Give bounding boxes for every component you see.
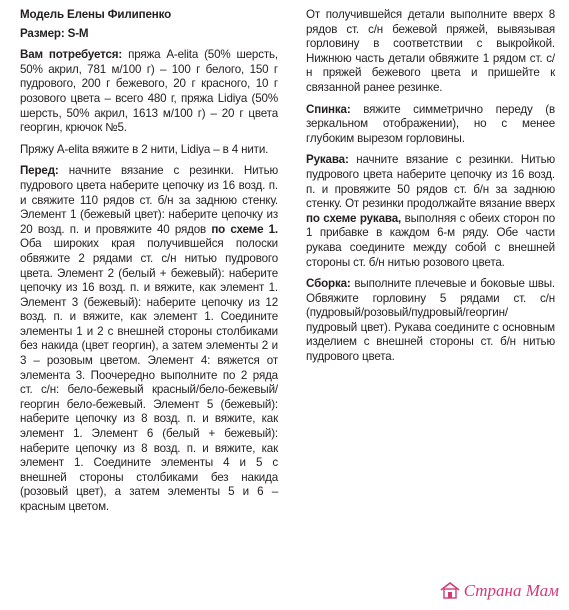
assembly-label: Сборка: (306, 277, 351, 291)
model-title-text: Модель Елены Филипенко (20, 8, 172, 21)
sleeves-scheme-ref: по схеме рукава, (306, 211, 402, 225)
sleeves-paragraph (306, 153, 555, 270)
size-label: Размер: (20, 26, 65, 40)
front-continuation (306, 8, 555, 96)
back-paragraph (306, 103, 555, 147)
front-paragraph (20, 164, 278, 514)
yarn-note (20, 143, 278, 158)
sleeves-label: Рукава: (306, 153, 349, 167)
size-line (20, 27, 278, 42)
front-text-1: начните вязание с резинки. Нитью пудрового цвета наберите цепочку из 16 возд. п. и свяжите 110 рядов ст. б/н за заднюю стенку. Элемент 1 (бежевый цвет): наберите цепочку из 20 возд. п. и провяжите 40 рядов (20, 164, 279, 236)
materials-paragraph (20, 48, 278, 136)
house-icon (439, 581, 461, 604)
assembly-text: выполните плечевые и боковые швы. Обвяжите горловину 5 рядами ст. с/н (пудровый/розовый/пудровый/георгин/пудровый цвет). Рукава соедините с основным изделием с внешней стороны ст. б/н нитью пудрового цвета. (306, 277, 555, 364)
right-column (306, 8, 555, 372)
watermark (439, 581, 559, 604)
materials-text: пряжа A-elita (50% шерсть, 50% акрил, 781 м/100 г) – 100 г белого, 150 г пудрового, 200 г бежевого, 20 г красного, 10 г розового цвета – всего 480 г, пряжа Lidiya (50% шерсть, 50% акрил, 1613 м/100 г) – 20 г цвета георгин, крючок №5. (20, 48, 278, 135)
model-title (20, 8, 278, 23)
watermark-text: Страна Мам (463, 581, 559, 600)
materials-label: Вам потребуется: (20, 48, 123, 62)
sleeves-text-2: выполняя с обеих сторон по 1 прибавке в каждом 6-м ряду. Обе части рукава соедините между собой с внешней стороны ст. б/н нитью розового цвета. (306, 211, 556, 269)
yarn-note-text: Пряжу A-elita вяжите в 2 нити, Lidiya – в 4 нити. (20, 142, 269, 156)
front-scheme-ref: по схеме 1. (211, 222, 278, 236)
back-text: вяжите симметрично переду (в зеркальном отображении), но с менее глубоким вырезом горловины. (306, 102, 556, 145)
assembly-paragraph (306, 277, 555, 365)
back-label: Спинка: (306, 102, 351, 116)
size-value: S-M (67, 26, 89, 40)
sleeves-text-1: начните вязание с резинки. Нитью пудрового цвета наберите цепочку из 16 возд. п. и провяжите 50 рядов ст. б/н за заднюю стенку. От резинки продолжайте вязание вверх (306, 153, 556, 211)
front-continuation-text: От получившейся детали выполните вверх 8 рядов ст. с/н бежевой пряжей, вывязывая горловину в соответствии с выкройкой. Нижнюю часть детали обвяжите 1 рядом ст. с/н пряжей бежевого цвета и пришейте к связанной ранее резинке. (306, 8, 555, 94)
left-column (20, 8, 278, 522)
front-text-2: Оба широких края получившейся полоски обвяжите 2 рядами ст. с/н нитью пудрового цвета. Элемент 2 (белый + бежевый): наберите цепочку из 16 возд. п. и вяжите, как элемент 1. Элемент 3 (бежевый): наберите цепочку из 12 возд. п. и вяжите, как элемент 1. Соедините элементы 1 и 2 с внешней стороны столбиками без накида (цвет георгин), а затем элементы 2 и 3 – розовым цветом. Элемент 4: вяжется от элемента 3. Поочередно выполните по 2 ряда ст. с/н: бело-бежевый красный/бело-бежевый/георгин бело-бежевый. Элемент 5 (бежевый): наберите цепочку из 8 возд. п. и вяжите, как элемент 1. Элемент 6 (белый + бежевый): наберите цепочку из 8 возд. п. и вяжите, как элемент 1. Соедините элементы 4 и 5 с внешней стороны столбиками без накида (розовый цвет), а затем элементы 5 и 6 – красным цветом. (20, 237, 278, 513)
front-label: Перед: (20, 164, 59, 178)
